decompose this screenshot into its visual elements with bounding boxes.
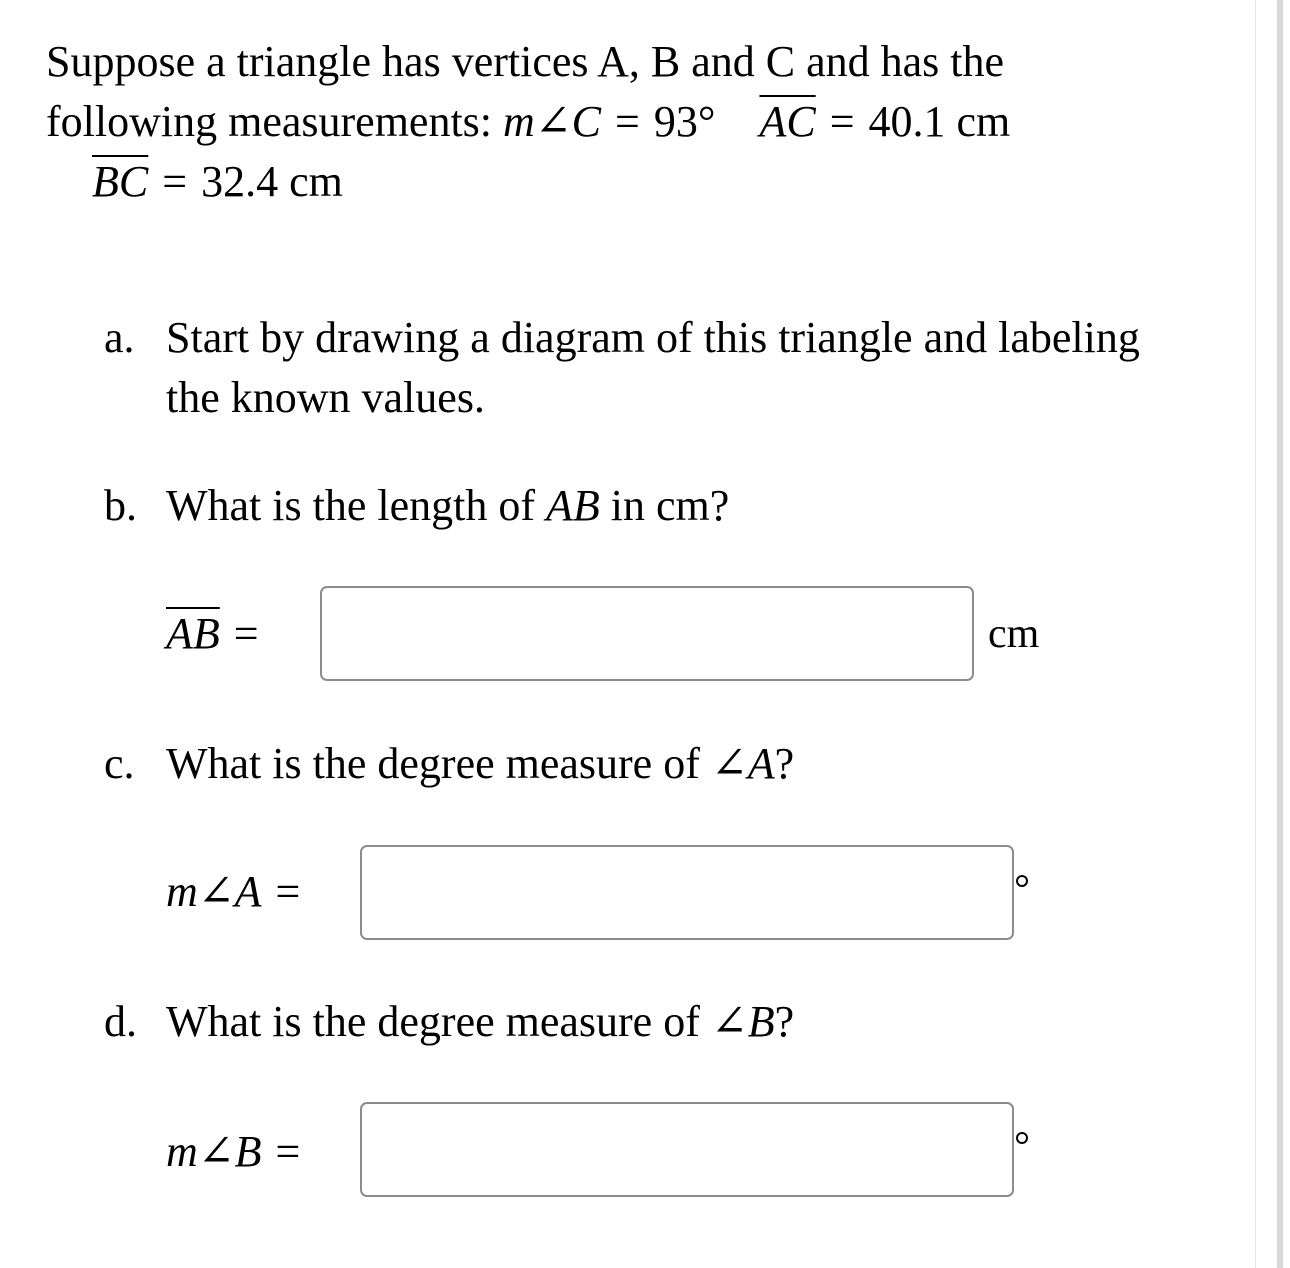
angle-b-label: m∠B [166,1127,262,1176]
part-letter: a. [104,313,135,362]
scrollbar-track[interactable] [1255,0,1290,1268]
side-ac-label: $\overline{AC}$ [759,97,816,146]
part-letter: b. [104,481,137,530]
degree-icon [1016,875,1028,887]
part-c-text: What is the degree measure of [166,739,711,788]
intro-line-3 [46,152,1246,212]
equals-sign: = [275,1127,301,1176]
part-d [104,992,794,1052]
angle-b-answer-label [166,1122,314,1182]
angle-a-label: m∠A [166,867,262,916]
side-ac-value: 40.1 cm [868,97,1011,146]
scrollbar-thumb[interactable] [1277,0,1283,1268]
ab-label: $\overline{AB}$ [166,609,220,658]
equals-sign: = [233,609,259,658]
part-a-text-1: Start by drawing a diagram of this triangle and labeling [166,313,1140,362]
angle-b-input[interactable] [360,1102,1014,1197]
problem-statement [46,32,1246,212]
part-d-text: What is the degree measure of [166,997,711,1046]
part-c [104,734,794,794]
equals-sign: = [829,97,855,146]
intro-text: following measurements: [46,97,504,146]
cm-unit-label: cm [988,611,1040,657]
part-c-text-after: ? [774,739,795,788]
angle-a-answer-label [166,862,314,922]
part-b-math: AB [546,481,600,530]
part-d-math: ∠B [710,997,775,1046]
part-c-math: ∠A [710,739,775,788]
ab-length-input[interactable] [320,586,974,681]
equals-sign: = [615,97,640,146]
ab-answer-label [166,604,273,664]
part-a-text-2: the known values. [166,373,485,422]
part-letter: d. [104,997,137,1046]
intro-line-1: Suppose a triangle has vertices A, B and C and has the [46,37,1005,86]
equals-sign: = [162,157,188,206]
part-a [104,308,1140,428]
part-letter: c. [104,739,135,788]
intro-line-2 [46,92,1246,152]
equals-sign: = [275,867,301,916]
angle-a-input[interactable] [360,845,1014,940]
part-d-text-after: ? [774,997,795,1046]
angle-c-value: 93° [653,97,716,146]
part-b-text-after: in cm? [599,481,730,530]
side-bc-value: 32.4 cm [201,157,343,206]
degree-icon [1016,1132,1028,1144]
part-b-text: What is the length of [166,481,547,530]
side-bc-label: $\overline{BC}$ [92,157,149,206]
part-b [104,476,729,536]
angle-c-label: m∠C [503,97,602,146]
